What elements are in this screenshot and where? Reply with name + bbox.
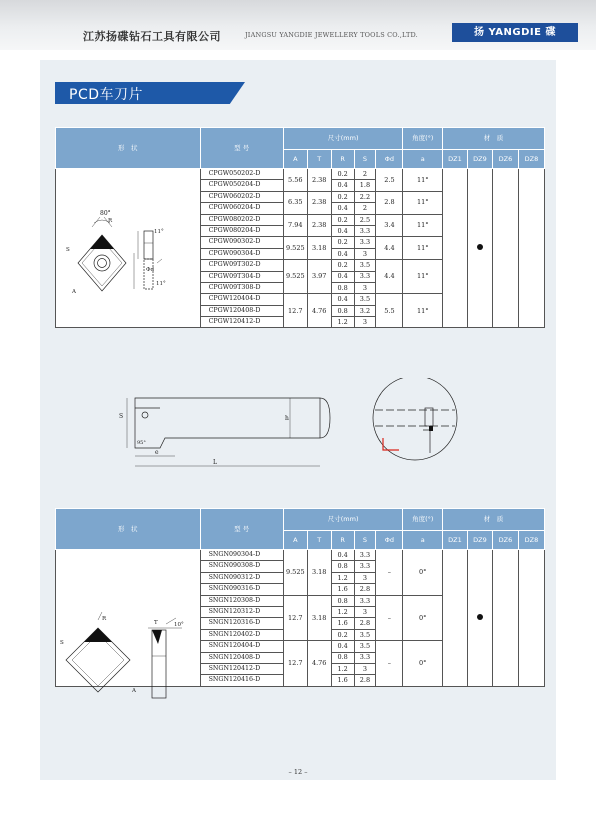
r-cell: 1.2 [331, 606, 354, 617]
header-angle: 角度(°) [403, 128, 443, 150]
label-holder-e: e [155, 449, 159, 456]
d-cell: – [376, 595, 403, 641]
sngn-insert-drawing [58, 610, 193, 710]
dz8-cell [518, 169, 544, 328]
holder-body [135, 398, 330, 448]
s-cell: 3.2 [354, 305, 376, 316]
col-a: A [283, 150, 307, 169]
model-cell: CPGW060202-D [200, 191, 283, 202]
a-cell: 9.525 [283, 550, 307, 596]
dz1-cell [443, 169, 468, 328]
section-title-bar [55, 82, 245, 104]
header-model: 型 号 [200, 128, 283, 169]
label-s: S [60, 640, 64, 646]
label-s: S [66, 247, 70, 253]
s-cell: 2 [354, 169, 376, 180]
r-cell: 0.4 [331, 248, 354, 259]
d-cell: 5.5 [376, 294, 403, 328]
t-cell: 4.76 [307, 641, 331, 687]
d-cell: 2.8 [376, 191, 403, 214]
r-cell: 1.2 [331, 572, 354, 583]
r-cell: 0.8 [331, 595, 354, 606]
company-name-en: JIANGSU YANGDIE JEWELLERY TOOLS CO.,LTD. [245, 31, 418, 39]
label-A: A [132, 688, 136, 694]
r-cell: 0.8 [331, 561, 354, 572]
angle-cell: 0° [403, 641, 443, 687]
label-d: Φd [146, 267, 155, 273]
model-cell: SNGN120408-D [200, 652, 283, 663]
t-cell: 3.18 [307, 550, 331, 596]
dz9-cell [467, 550, 492, 687]
t-cell: 2.38 [307, 191, 331, 214]
s-cell: 3.5 [354, 260, 376, 271]
r-cell: 1.6 [331, 675, 354, 686]
d-cell: 4.4 [376, 237, 403, 260]
col-s: S [354, 531, 376, 550]
pcd-tip [90, 235, 114, 249]
label-a: 11° [154, 229, 164, 235]
t-cell: 2.38 [307, 169, 331, 192]
page-header [0, 0, 596, 50]
r-cell: 1.6 [331, 584, 354, 595]
r-cell: 1.2 [331, 663, 354, 674]
t-cell: 2.38 [307, 214, 331, 237]
angle-cell: 11° [403, 237, 443, 260]
s-cell: 3.3 [354, 225, 376, 236]
s-cell: 2.5 [354, 214, 376, 225]
model-cell: SNGN090304-D [200, 550, 283, 561]
col-r: R [331, 531, 354, 550]
r-cell: 0.4 [331, 225, 354, 236]
angle-cell: 11° [403, 294, 443, 328]
r-cell: 0.2 [331, 237, 354, 248]
r-cell: 0.8 [331, 652, 354, 663]
s-cell: 2.8 [354, 618, 376, 629]
s-cell: 2.2 [354, 191, 376, 202]
header-shape: 形 状 [56, 128, 201, 169]
col-d: Φd [376, 531, 403, 550]
pcd-tip [84, 628, 112, 642]
cpgw-insert-drawing [62, 205, 187, 300]
label-a2: 11° [156, 281, 166, 287]
header-angle: 角度(°) [403, 509, 443, 531]
t-cell: 3.18 [307, 237, 331, 260]
col-dz6: DZ6 [492, 150, 518, 169]
s-cell: 3 [354, 248, 376, 259]
d-cell: 3.4 [376, 214, 403, 237]
tool-holder-drawing [105, 378, 485, 473]
a-cell: 9.525 [283, 260, 307, 294]
a-cell: 12.7 [283, 595, 307, 641]
dz1-cell [443, 550, 468, 687]
a-cell: 12.7 [283, 641, 307, 687]
model-cell: SNGN120312-D [200, 606, 283, 617]
header-size: 尺寸(mm) [283, 128, 403, 150]
header-model: 型 号 [200, 509, 283, 550]
col-dz8: DZ8 [518, 150, 544, 169]
col-t: T [307, 150, 331, 169]
label-holder-h: h [285, 415, 289, 422]
dz8-cell [518, 550, 544, 687]
r-cell: 0.2 [331, 629, 354, 640]
header-shape: 形 状 [56, 509, 201, 550]
angle-cell: 11° [403, 169, 443, 192]
dz9-cell [467, 169, 492, 328]
s-cell: 3.3 [354, 561, 376, 572]
label-holder-L: L [213, 459, 217, 466]
col-s: S [354, 150, 376, 169]
company-name-cn: 江苏扬碟钻石工具有限公司 [83, 30, 221, 43]
col-dz8: DZ8 [518, 531, 544, 550]
table-row [56, 550, 545, 561]
r-cell: 0.2 [331, 169, 354, 180]
label-holder-s: S [119, 413, 124, 420]
col-d: Φd [376, 150, 403, 169]
s-cell: 3 [354, 572, 376, 583]
t-cell: 3.18 [307, 595, 331, 641]
s-cell: 2.8 [354, 675, 376, 686]
model-cell: CPGW09T302-D [200, 260, 283, 271]
s-cell: 2 [354, 203, 376, 214]
s-cell: 3 [354, 317, 376, 328]
r-cell: 0.4 [331, 180, 354, 191]
model-cell: CPGW090304-D [200, 248, 283, 259]
r-cell: 0.8 [331, 305, 354, 316]
s-cell: 3.3 [354, 652, 376, 663]
model-cell: SNGN120412-D [200, 663, 283, 674]
a-cell: 9.525 [283, 237, 307, 260]
model-cell: SNGN090316-D [200, 584, 283, 595]
r-cell: 0.4 [331, 271, 354, 282]
t-cell: 4.76 [307, 294, 331, 328]
s-cell: 3.5 [354, 629, 376, 640]
angle-cell: 11° [403, 214, 443, 237]
a-cell: 12.7 [283, 294, 307, 328]
label-holder-angle: 95° [137, 440, 146, 446]
header-size: 尺寸(mm) [283, 509, 403, 531]
col-angle: a [403, 531, 443, 550]
section-title: PCD车刀片 [69, 87, 143, 103]
model-cell: SNGN120308-D [200, 595, 283, 606]
availability-dot [477, 244, 483, 250]
model-cell: SNGN120404-D [200, 641, 283, 652]
s-cell: 3.5 [354, 294, 376, 305]
model-cell: CPGW080204-D [200, 225, 283, 236]
dz6-cell [492, 550, 518, 687]
r-cell: 0.2 [331, 260, 354, 271]
model-cell: SNGN120316-D [200, 618, 283, 629]
a-cell: 7.94 [283, 214, 307, 237]
model-cell: CPGW050204-D [200, 180, 283, 191]
label-angle: 80° [100, 210, 111, 217]
label-r: R [108, 218, 113, 224]
s-cell: 3 [354, 663, 376, 674]
model-cell: CPGW090302-D [200, 237, 283, 248]
model-cell: SNGN120402-D [200, 629, 283, 640]
header-material: 材 质 [443, 509, 545, 531]
t-cell: 3.97 [307, 260, 331, 294]
table-row [56, 169, 545, 180]
angle-cell: 11° [403, 260, 443, 294]
col-dz9: DZ9 [467, 150, 492, 169]
d-cell: 4.4 [376, 260, 403, 294]
model-cell: CPGW080202-D [200, 214, 283, 225]
model-cell: CPGW120408-D [200, 305, 283, 316]
r-cell: 1.6 [331, 618, 354, 629]
s-cell: 3 [354, 282, 376, 293]
s-cell: 3.5 [354, 641, 376, 652]
r-cell: 1.2 [331, 317, 354, 328]
r-cell: 0.4 [331, 294, 354, 305]
col-dz1: DZ1 [443, 531, 468, 550]
page-number: – 12 – [288, 768, 308, 776]
col-dz1: DZ1 [443, 150, 468, 169]
d-cell: – [376, 641, 403, 687]
col-dz6: DZ6 [492, 531, 518, 550]
model-cell: CPGW050202-D [200, 169, 283, 180]
col-angle: a [403, 150, 443, 169]
angle-cell: 11° [403, 191, 443, 214]
s-cell: 3 [354, 606, 376, 617]
s-cell: 1.8 [354, 180, 376, 191]
model-cell: SNGN120416-D [200, 675, 283, 686]
s-cell: 3.3 [354, 550, 376, 561]
model-cell: CPGW120412-D [200, 317, 283, 328]
d-cell: – [376, 550, 403, 596]
model-cell: CPGW120404-D [200, 294, 283, 305]
angle-cell: 0° [403, 595, 443, 641]
d-cell: 2.5 [376, 169, 403, 192]
model-cell: CPGW09T308-D [200, 282, 283, 293]
a-cell: 5.56 [283, 169, 307, 192]
model-cell: CPGW060204-D [200, 203, 283, 214]
label-A: A [72, 289, 76, 295]
r-cell: 0.2 [331, 191, 354, 202]
r-cell: 0.4 [331, 550, 354, 561]
s-cell: 3.3 [354, 271, 376, 282]
header-material: 材 质 [443, 128, 545, 150]
model-cell: CPGW09T304-D [200, 271, 283, 282]
col-a: A [283, 531, 307, 550]
col-t: T [307, 531, 331, 550]
a-cell: 6.35 [283, 191, 307, 214]
s-cell: 2.8 [354, 584, 376, 595]
label-t: T [154, 620, 158, 626]
label-r: R [102, 616, 107, 622]
r-cell: 0.2 [331, 214, 354, 225]
col-r: R [331, 150, 354, 169]
dz6-cell [492, 169, 518, 328]
s-cell: 3.3 [354, 595, 376, 606]
r-cell: 0.4 [331, 641, 354, 652]
angle-cell: 0° [403, 550, 443, 596]
r-cell: 0.4 [331, 203, 354, 214]
col-dz9: DZ9 [467, 531, 492, 550]
label-angle: 10° [174, 622, 184, 628]
r-cell: 0.8 [331, 282, 354, 293]
availability-dot [477, 614, 483, 620]
model-cell: SNGN090312-D [200, 572, 283, 583]
model-cell: SNGN090308-D [200, 561, 283, 572]
brand-logo: 扬 YANGDIE 碟 [452, 23, 578, 42]
s-cell: 3.3 [354, 237, 376, 248]
